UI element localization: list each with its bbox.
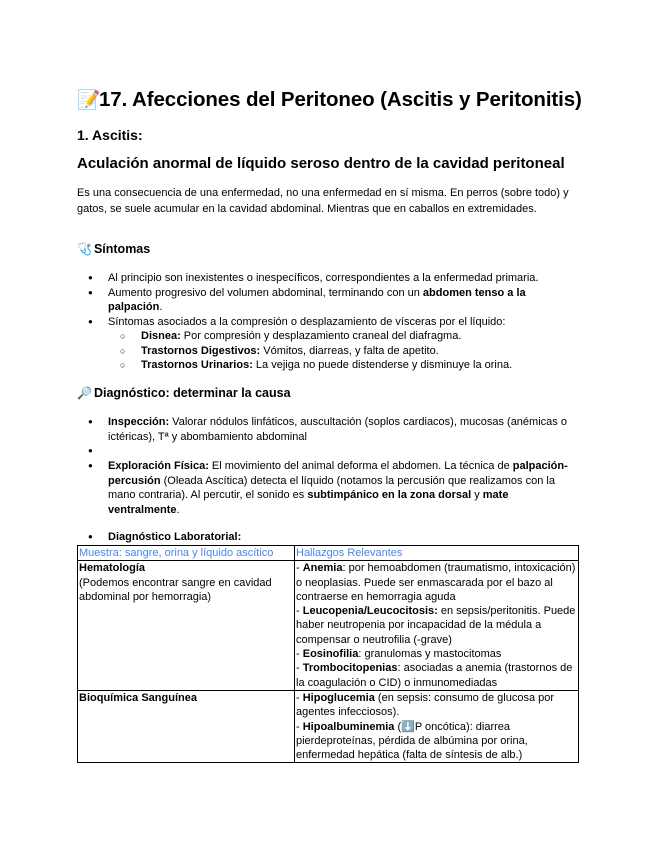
finding-bold: Eosinofilia <box>302 648 359 661</box>
list-item-text: (Oleada Ascítica) detecta el líquido (notamos la percusión que realizamos con la mano contraria). Al percutir, el sonido es <box>108 474 555 501</box>
list-item <box>88 271 583 286</box>
finding-text: : granulomas y mastocitomas <box>358 648 502 661</box>
finding-text: (en sepsis: consumo de glucosa por agentes infecciosos). <box>296 691 555 719</box>
list-item-bold: palpación-percusión <box>108 460 568 487</box>
diagnostico-list-2 <box>88 459 583 517</box>
list-item-text: Al principio son inexistentes o inespecíficos, correspondientes a la enfermedad primaria. <box>108 272 539 284</box>
sublist-item <box>108 344 583 359</box>
list-item <box>88 415 583 444</box>
finding-text: P oncótica): diarrea pierdeproteínas, pérdida de albúmina por orina, enfermedad hepática (falta de síntesis de alb.) <box>296 720 528 762</box>
section-heading-ascitis: 1. Ascitis: <box>77 127 143 143</box>
spacer <box>88 444 583 458</box>
list-item-text: y <box>471 489 483 501</box>
table-cell-bold: Hematología <box>79 562 146 575</box>
list-item-text: El movimiento del animal deforma el abdomen. La técnica de <box>208 460 513 472</box>
sublist-item <box>108 358 583 373</box>
sintomas-list <box>88 271 583 373</box>
magnifier-icon: 🔎 <box>77 386 92 400</box>
diagnostico-heading-text: Diagnóstico: determinar la causa <box>93 386 291 400</box>
finding-text: : asociadas a anemia (trastornos de la coagulación o CID) o inmunomediadas <box>296 662 573 689</box>
stethoscope-icon: 🩺 <box>77 242 92 256</box>
finding-bold: Hipoalbuminemia <box>302 720 395 733</box>
page-title-text: 17. Afecciones del Peritoneo (Ascitis y Peritonitis) <box>99 88 582 111</box>
finding-text: en sepsis/peritonitis. Puede haber neutropenia por incapacidad de la médula a compensar o neutrofilia (-grave) <box>296 605 576 646</box>
table-cell <box>78 690 295 762</box>
finding-bold: Trombocitopenias <box>302 662 398 675</box>
finding-text: ( <box>394 720 402 733</box>
sublist-item-bold: Disnea: <box>141 330 181 342</box>
list-item-bold: abdomen tenso a la palpación <box>108 286 526 313</box>
sublist-item-text: La vejiga no puede distenderse y disminuye la orina. <box>252 359 513 371</box>
diagnostico-heading <box>77 386 291 400</box>
sublist-item <box>108 329 583 344</box>
list-item <box>88 286 583 315</box>
list-item-text: . <box>176 503 180 516</box>
list-item-text: . <box>159 301 163 313</box>
list-item-text: Síntomas asociados a la compresión o desplazamiento de vísceras por el líquido: <box>108 315 506 328</box>
list-item <box>88 459 583 517</box>
down-arrow-icon: ⬇️ <box>401 720 415 733</box>
list-item-text: Aumento progresivo del volumen abdominal, terminando con un <box>108 286 423 299</box>
intro-paragraph: Es una consecuencia de una enfermedad, no una enfermedad en sí misma. En perros (sobre todo) y gatos, se suele acumular en la cavidad abdominal. Mientras que en caballos en extremidades. <box>77 187 569 215</box>
sintomas-sublist <box>108 329 583 373</box>
table-header-cell: Muestra: sangre, orina y líquido ascítico <box>78 546 295 561</box>
table-header-cell: Hallazgos Relevantes <box>295 546 579 561</box>
table-cell-text: (Podemos encontrar sangre en cavidad abdominal por hemorragia) <box>79 576 272 603</box>
table-row <box>78 561 579 691</box>
subtitle-definition: Aculación anormal de líquido seroso dentro de la cavidad peritoneal <box>77 155 565 172</box>
table-cell: - Anemia: por hemoabdomen (traumatismo, intoxicación) o neoplasias. Puede ser enmascarada por el bazo al contraerse en hemorragia aguda - Leucopenia/Leucocitosis: en sepsis/peritonitis. Puede haber neutropenia por incapacidad de la médula a compensar o neutrofilia (-grave) - Eosinofilia: granulomas y mastocitomas - Trombocitopenias: asociadas a anemia (trastornos de la coagulación o CID) o inmunomediadas <box>295 561 579 691</box>
memo-icon: 📝 <box>77 90 101 111</box>
finding-bold: Hipoglucemia <box>302 691 375 704</box>
finding-text: : por hemoabdomen (traumatismo, intoxicación) o neoplasias. Puede ser enmascarada por el bazo al contraerse en hemorragia aguda <box>296 562 576 603</box>
table-cell-bold: Bioquímica Sanguínea <box>79 691 197 704</box>
table-row <box>78 690 579 762</box>
list-item <box>88 315 583 373</box>
sublist-item-text: Por compresión y desplazamiento craneal del diafragma. <box>180 330 462 342</box>
finding-bold: Anemia <box>302 562 343 575</box>
lab-findings-table <box>77 545 579 763</box>
list-item-bold: Diagnóstico Laboratorial: <box>108 531 242 543</box>
finding-bold: Leucopenia/Leucocitosis: <box>302 605 438 618</box>
table-cell <box>78 561 295 691</box>
page-title <box>77 88 582 112</box>
sublist-item-bold: Trastornos Urinarios: <box>141 359 253 371</box>
list-item-bold: Inspección: <box>108 416 170 428</box>
sublist-item-bold: Trastornos Digestivos: <box>141 344 261 357</box>
diagnostico-list-3 <box>88 530 583 545</box>
sintomas-heading-text: Síntomas <box>93 242 151 256</box>
list-item-bold: mate ventralmente <box>108 489 509 516</box>
sintomas-heading <box>77 242 150 256</box>
table-cell: - Hipoglucemia (en sepsis: consumo de glucosa por agentes infecciosos). - Hipoalbuminemia (⬇️P oncótica): diarrea pierdeproteínas, pérdida de albúmina por orina, enfermedad hepática (falta de síntesis de alb.) <box>295 690 579 762</box>
table-header-row <box>78 546 579 561</box>
list-item-bold: subtimpánico en la zona dorsal <box>307 489 472 501</box>
list-item-text: Valorar nódulos linfáticos, auscultación (soplos cardiacos), mucosas (anémicas o ictéricas), Tª y abombamiento abdominal <box>108 416 567 443</box>
diagnostico-list <box>88 415 583 458</box>
list-item-bold: Exploración Física: <box>108 460 209 472</box>
sublist-item-text: Vómitos, diarreas, y falta de apetito. <box>260 344 439 357</box>
list-item <box>88 530 583 545</box>
